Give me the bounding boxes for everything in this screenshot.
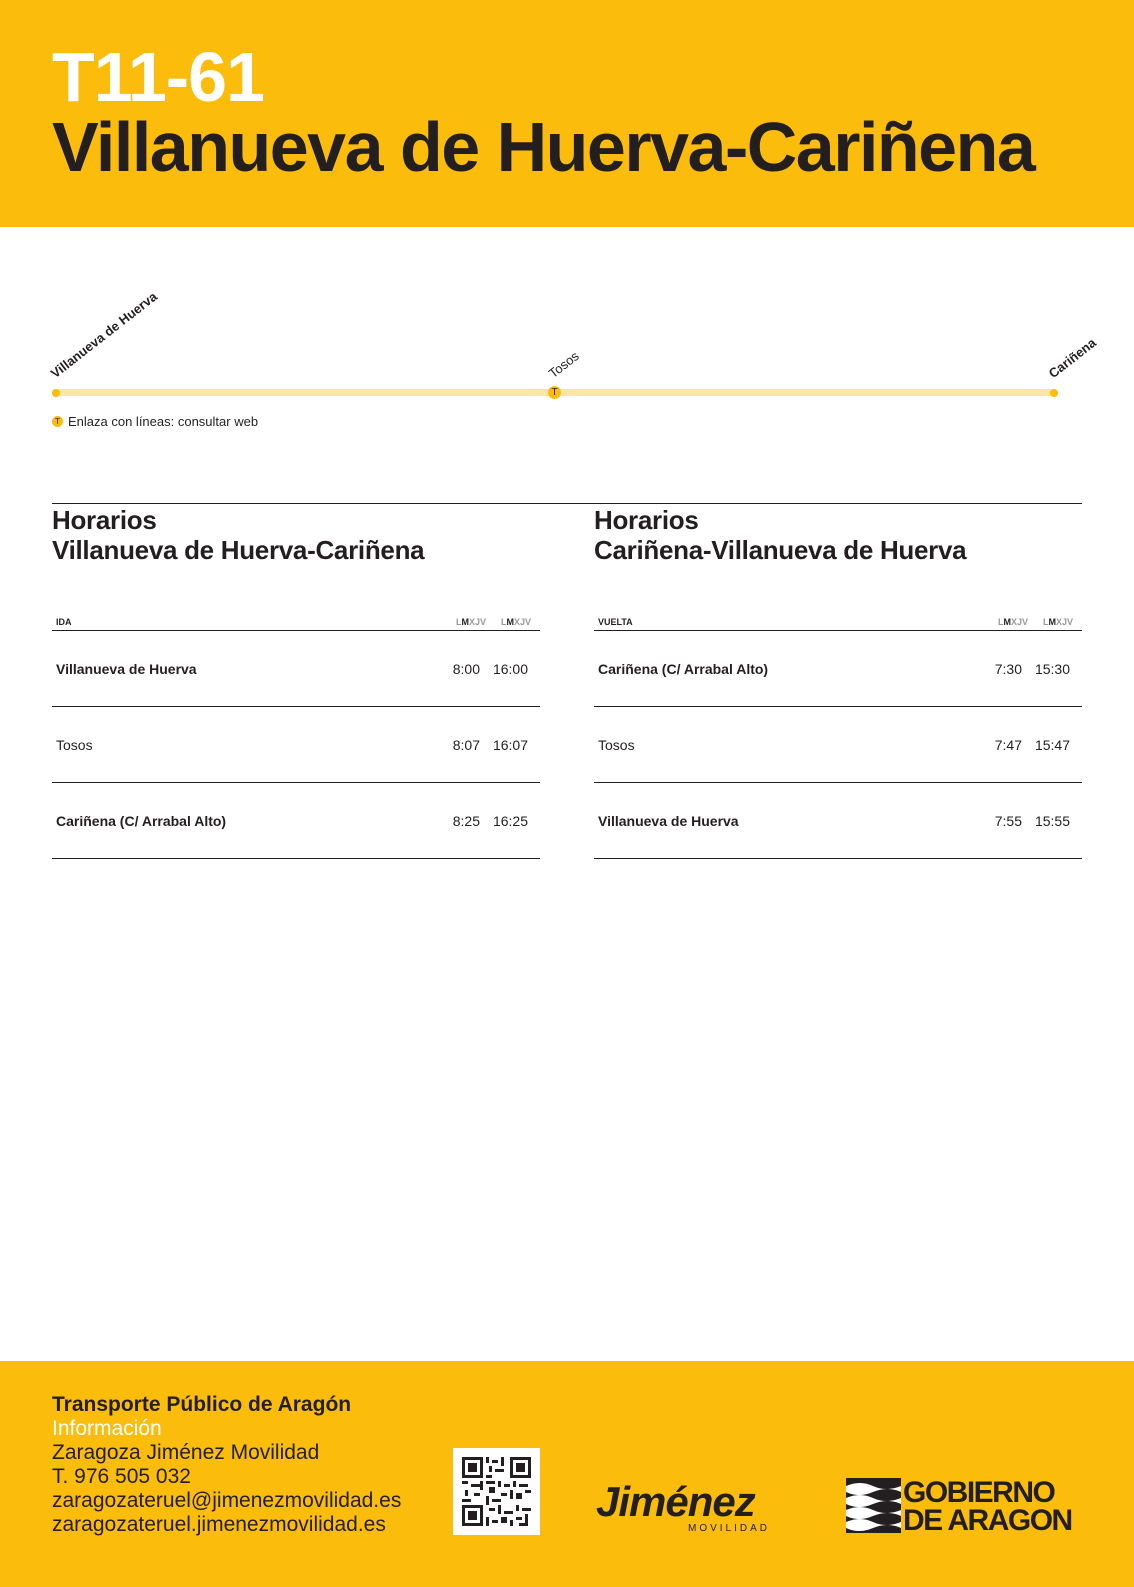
day-column-1: LMXJV bbox=[456, 617, 487, 627]
header-banner bbox=[0, 0, 1134, 227]
gobierno-logo-line1: GOBIERNO bbox=[903, 1476, 1055, 1509]
schedule-divider bbox=[52, 503, 1082, 504]
schedule-title bbox=[594, 505, 1082, 565]
row-time: 7:47 bbox=[994, 737, 1022, 753]
row-time: 7:30 bbox=[994, 661, 1022, 677]
table-row bbox=[52, 783, 540, 859]
connection-legend-icon: T bbox=[52, 416, 63, 427]
table-row bbox=[594, 707, 1082, 783]
row-stop: Tosos bbox=[56, 737, 93, 753]
timetable bbox=[594, 613, 1082, 859]
row-time: 15:47 bbox=[1034, 737, 1070, 753]
connection-icon: T bbox=[548, 386, 561, 399]
row-time: 15:55 bbox=[1034, 813, 1070, 829]
diagram-legend bbox=[52, 414, 258, 429]
row-stop: Villanueva de Huerva bbox=[598, 813, 739, 829]
schedule-title bbox=[52, 505, 540, 565]
row-time: 16:25 bbox=[492, 813, 528, 829]
gobierno-aragon-mark-icon bbox=[846, 1478, 901, 1533]
phone-number: T. 976 505 032 bbox=[52, 1465, 191, 1488]
stop-label-villanueva: Villanueva de Huerva bbox=[47, 288, 160, 381]
timetable bbox=[52, 613, 540, 859]
operator-name: Zaragoza Jiménez Movilidad bbox=[52, 1441, 320, 1464]
info-label: Información bbox=[52, 1417, 162, 1440]
email-link[interactable]: zaragozateruel@jimenezmovilidad.es bbox=[52, 1489, 402, 1512]
schedule-title-line2: Villanueva de Huerva-Cariñena bbox=[52, 535, 425, 565]
row-time: 8:00 bbox=[452, 661, 480, 677]
timetable-header bbox=[594, 613, 1082, 631]
row-time: 7:55 bbox=[994, 813, 1022, 829]
row-time: 8:07 bbox=[452, 737, 480, 753]
qr-code-graphic bbox=[453, 1448, 540, 1535]
table-row bbox=[594, 783, 1082, 859]
contact-info bbox=[52, 1393, 401, 1537]
stop-label-carinena: Cariñena bbox=[1045, 334, 1099, 381]
stop-label-tosos: Tosos bbox=[545, 348, 582, 381]
schedule-title-line1: Horarios bbox=[52, 505, 157, 535]
stop-marker-start bbox=[52, 389, 60, 397]
table-row bbox=[52, 631, 540, 707]
table-row bbox=[594, 631, 1082, 707]
schedule-title-line2: Cariñena-Villanueva de Huerva bbox=[594, 535, 967, 565]
org-name: Transporte Público de Aragón bbox=[52, 1393, 352, 1416]
row-time: 16:00 bbox=[492, 661, 528, 677]
row-stop: Cariñena (C/ Arrabal Alto) bbox=[598, 661, 769, 677]
direction-label: IDA bbox=[56, 617, 72, 627]
gobierno-logo-line2: DE ARAGON bbox=[903, 1504, 1072, 1537]
row-time: 15:30 bbox=[1034, 661, 1070, 677]
gobierno-aragon-logo bbox=[903, 1476, 1072, 1537]
legend-text: Enlaza con líneas: consultar web bbox=[68, 414, 259, 429]
day-column-1: LMXJV bbox=[998, 617, 1029, 627]
day-column-2: LMXJV bbox=[501, 617, 532, 627]
schedule-title-line1: Horarios bbox=[594, 505, 699, 535]
route-code: T11-61 bbox=[52, 38, 264, 116]
row-stop: Villanueva de Huerva bbox=[56, 661, 197, 677]
schedule-vuelta bbox=[594, 505, 1082, 829]
row-stop: Tosos bbox=[598, 737, 635, 753]
row-time: 8:25 bbox=[452, 813, 480, 829]
schedule-ida bbox=[52, 505, 540, 829]
footer bbox=[0, 1361, 1134, 1587]
jimenez-logo-subtitle: MOVILIDAD bbox=[688, 1523, 771, 1534]
route-name: Villanueva de Huerva-Cariñena bbox=[52, 108, 1035, 186]
day-column-2: LMXJV bbox=[1043, 617, 1074, 627]
table-row bbox=[52, 707, 540, 783]
stop-marker-end bbox=[1050, 389, 1058, 397]
jimenez-logo: Jiménez bbox=[596, 1478, 755, 1525]
row-time: 16:07 bbox=[492, 737, 528, 753]
qr-code-icon[interactable] bbox=[453, 1448, 540, 1535]
row-stop: Cariñena (C/ Arrabal Alto) bbox=[56, 813, 227, 829]
timetable-header bbox=[52, 613, 540, 631]
web-link[interactable]: zaragozateruel.jimenezmovilidad.es bbox=[52, 1513, 386, 1536]
direction-label: VUELTA bbox=[598, 617, 633, 627]
